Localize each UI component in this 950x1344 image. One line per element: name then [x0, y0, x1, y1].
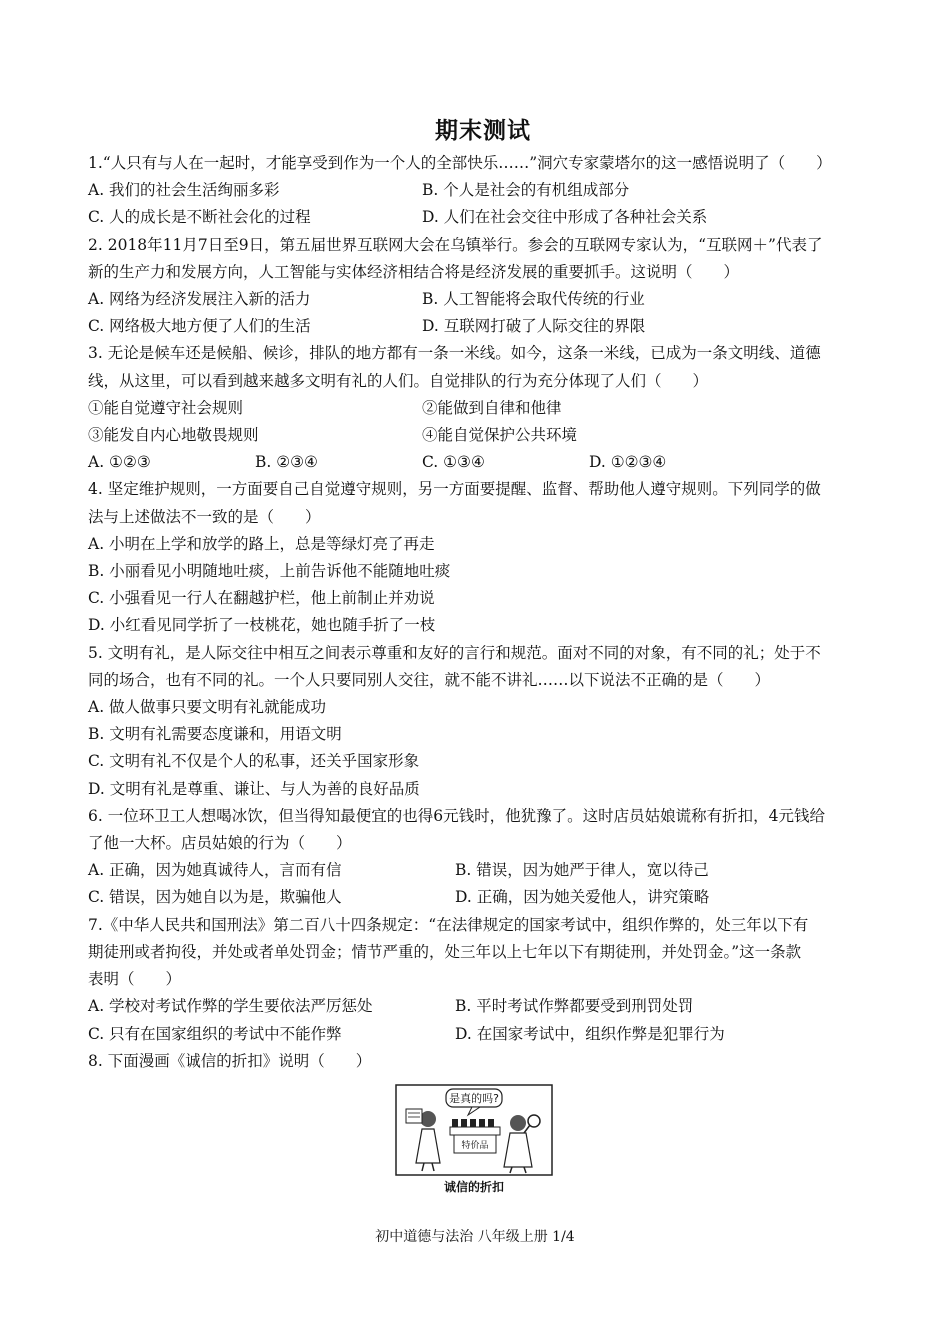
- price-tag-text: 特价品: [461, 1140, 489, 1151]
- option-c: C. 人的成长是不断社会化的过程: [88, 208, 311, 227]
- question-stem: 同的场合，也有不同的礼。一个人只要同别人交往，就不能不讲礼……以下说法不正确的是（ ）: [88, 670, 771, 689]
- option-d: D. 人们在社会交往中形成了各种社会关系: [422, 208, 708, 227]
- option-a: A. 我们的社会生活绚丽多彩: [88, 181, 280, 200]
- option-b: B. 小丽看见小明随地吐痰，上前告诉他不能随地吐痰: [88, 562, 451, 581]
- option-d: D. 互联网打破了人际交往的界限: [422, 317, 646, 336]
- option-b: B. 平时考试作弊都要受到刑罚处罚: [455, 997, 694, 1016]
- question-stem: 法与上述做法不一致的是（ ）: [88, 507, 321, 526]
- statement-1: ①能自觉遵守社会规则: [88, 398, 244, 417]
- option-a: A. 做人做事只要文明有礼就能成功: [88, 698, 327, 717]
- question-stem: 7.《中华人民共和国刑法》第二百八十四条规定：“在法律规定的国家考试中，组织作弊的，处三年以下有: [88, 915, 809, 934]
- question-stem: 3. 无论是候车还是候船、候诊，排队的地方都有一条一米线。如今，这条一米线，已成为一条文明线、道德: [88, 344, 821, 363]
- question-3: [88, 340, 878, 476]
- page-footer: 初中道德与法治 八年级上册 1/4: [375, 1229, 575, 1245]
- option-a: A. 网络为经济发展注入新的活力: [88, 290, 311, 309]
- option-c: C. 小强看见一行人在翻越护栏，他上前制止并劝说: [88, 589, 435, 608]
- statement-2: ②能做到自律和他律: [422, 398, 562, 417]
- option-a: A. 小明在上学和放学的路上，总是等绿灯亮了再走: [88, 534, 435, 553]
- question-stem: 8. 下面漫画《诚信的折扣》说明（ ）: [88, 1051, 372, 1070]
- cartoon-figure: [394, 1083, 554, 1198]
- question-stem: 表明（ ）: [88, 970, 182, 989]
- question-4: [88, 476, 878, 639]
- option-c: C. 只有在国家组织的考试中不能作弊: [88, 1024, 342, 1043]
- question-stem: 线，从这里，可以看到越来越多文明有礼的人们。自觉排队的行为充分体现了人们（ ）: [88, 371, 709, 390]
- page-title: 期末测试: [435, 117, 531, 144]
- option-c: C. ①③④: [422, 453, 485, 472]
- option-a: A. 学校对考试作弊的学生要依法严厉惩处: [88, 997, 373, 1016]
- cartoon-caption: 诚信的折扣: [443, 1179, 505, 1194]
- question-stem: 了他一大杯。店员姑娘的行为（ ）: [88, 834, 352, 853]
- speech-bubble-text: 是真的吗?: [449, 1091, 499, 1105]
- option-a: A. 正确，因为她真诚待人，言而有信: [88, 861, 342, 880]
- question-1: [88, 150, 878, 232]
- option-b: B. 错误，因为她严于律人，宽以待己: [455, 861, 709, 880]
- option-a: A. ①②③: [88, 453, 151, 472]
- question-stem: 2. 2018年11月7日至9日，第五届世界互联网大会在乌镇举行。参会的互联网专家认为，“互联网＋”代表了: [88, 235, 823, 254]
- question-stem: 1.“人只有与人在一起时，才能享受到作为一个人的全部快乐……”洞穴专家蒙塔尔的这一感悟说明了（ ）: [88, 154, 832, 172]
- option-b: B. 人工智能将会取代传统的行业: [422, 290, 645, 309]
- question-stem: 期徒刑或者拘役，并处或者单处罚金；情节严重的，处三年以上七年以下有期徒刑，并处罚金。”这一条款: [88, 942, 802, 961]
- option-d: D. 文明有礼是尊重、谦让、与人为善的良好品质: [88, 779, 420, 798]
- option-b: B. 个人是社会的有机组成部分: [422, 181, 630, 200]
- cartoon-illustration: [394, 1083, 554, 1198]
- exam-page: [88, 112, 878, 1198]
- option-c: C. 网络极大地方便了人们的生活: [88, 317, 311, 336]
- option-d: D. 在国家考试中，组织作弊是犯罪行为: [455, 1024, 725, 1043]
- option-b: B. 文明有礼需要态度谦和，用语文明: [88, 725, 342, 744]
- statement-3: ③能发自内心地敬畏规则: [88, 426, 259, 445]
- question-7: [88, 912, 878, 1048]
- option-c: C. 文明有礼不仅是个人的私事，还关乎国家形象: [88, 752, 420, 771]
- option-d: D. 正确，因为她关爱他人，讲究策略: [455, 888, 710, 907]
- option-d: D. 小红看见同学折了一枝桃花，她也随手折了一枝: [88, 616, 436, 635]
- question-stem: 6. 一位环卫工人想喝冰饮，但当得知最便宜的也得6元钱时，他犹豫了。这时店员姑娘谎称有折扣，4元钱给: [88, 806, 825, 825]
- option-b: B. ②③④: [255, 453, 318, 472]
- question-stem: 4. 坚定维护规则，一方面要自己自觉遵守规则，另一方面要提醒、监督、帮助他人遵守规则。下列同学的做: [88, 480, 821, 499]
- question-stem: 5. 文明有礼，是人际交往中相互之间表示尊重和友好的言行和规范。面对不同的对象，有不同的礼；处于不: [88, 643, 821, 662]
- option-d: D. ①②③④: [589, 453, 667, 472]
- question-6: [88, 803, 878, 912]
- question-5: [88, 640, 878, 803]
- option-c: C. 错误，因为她自以为是，欺骗他人: [88, 888, 342, 907]
- question-2: [88, 232, 878, 341]
- question-stem: 新的生产力和发展方向，人工智能与实体经济相结合将是经济发展的重要抓手。这说明（ ）: [88, 262, 740, 281]
- question-8: [88, 1048, 878, 1075]
- statement-4: ④能自觉保护公共环境: [422, 426, 578, 445]
